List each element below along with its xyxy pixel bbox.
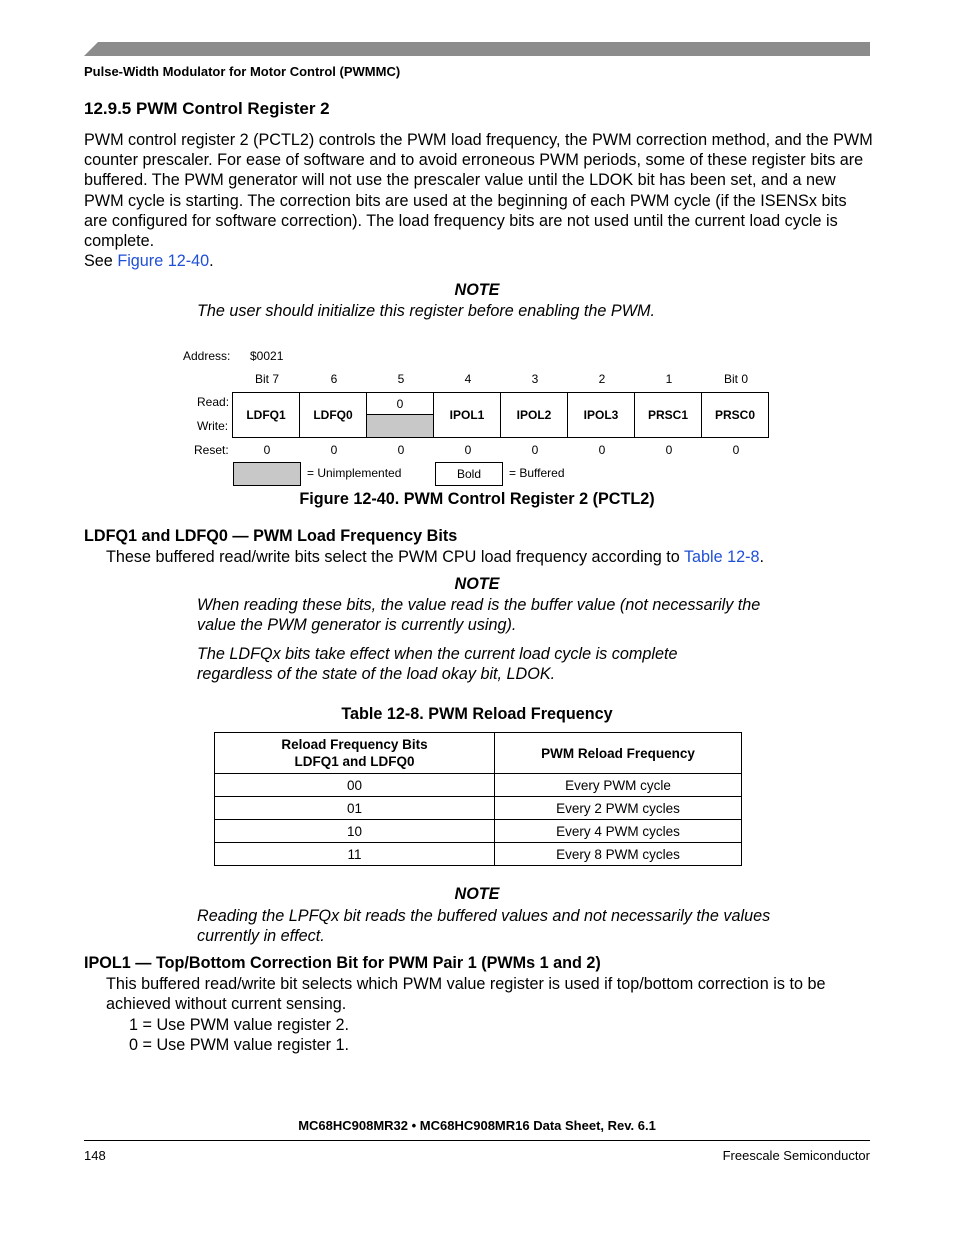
table-cell: Every 8 PWM cycles — [495, 843, 742, 866]
address-value: $0021 — [250, 349, 284, 363]
header-bar — [84, 42, 870, 56]
table-cell: 01 — [215, 797, 495, 820]
legend-unimplemented-swatch — [233, 462, 301, 486]
legend-unimplemented-label: = Unimplemented — [307, 466, 402, 480]
table-caption: Table 12-8. PWM Reload Frequency — [341, 705, 613, 723]
table-row — [215, 774, 742, 797]
register-bit-cell: LDFQ1 — [233, 393, 300, 438]
reset-value: 0 — [330, 443, 338, 457]
note-text: The LDFQx bits take effect when the current load cycle is complete regardless of the state of the load okay bit, LDOK. — [197, 645, 678, 684]
register-bit5-read: 0 — [367, 393, 434, 415]
reset-value: 0 — [397, 443, 405, 457]
table-cell: Every 4 PWM cycles — [495, 820, 742, 843]
intro-paragraph: PWM control register 2 (PCTL2) controls the PWM load frequency, the PWM correction method, and the PWM counter prescaler. For ease of software and to avoid erroneous PWM periods, some of these register bits are buffered. The PWM generator will not use the prescaler value until the LDOK bit has been set, and a new PWM cycle is starting. The correction bits are used at the beginning of each PWM cycle (if the ISENSx bits are configured for software correction). The load frequency bits are not used until the current load cycle is complete. — [84, 131, 873, 251]
table-header: Reload Frequency Bits LDFQ1 and LDFQ0 — [215, 733, 495, 774]
table-row — [215, 820, 742, 843]
table-row — [215, 843, 742, 866]
bit-header: Bit 0 — [723, 372, 748, 386]
bit-header: 3 — [531, 372, 539, 386]
legend-bold-swatch: Bold — [435, 462, 503, 486]
table-row — [215, 797, 742, 820]
reset-value: 0 — [263, 443, 271, 457]
note-heading: NOTE — [454, 281, 500, 299]
figure-link[interactable]: Figure 12-40 — [117, 252, 210, 270]
reset-label: Reset: — [194, 443, 229, 457]
register-bit-cell: PRSC0 — [702, 393, 769, 438]
bit-header: 4 — [464, 372, 472, 386]
register-bit5-write-unimplemented — [367, 415, 434, 438]
reload-frequency-table — [214, 732, 742, 866]
register-bit-cell: IPOL2 — [501, 393, 568, 438]
address-label: Address: — [183, 349, 231, 363]
ldfq-heading: LDFQ1 and LDFQ0 — PWM Load Frequency Bits — [84, 527, 458, 545]
see-figure: See Figure 12-40. — [84, 252, 214, 270]
section-title: 12.9.5 PWM Control Register 2 — [84, 99, 330, 118]
ipol1-text: This buffered read/write bit selects which PWM value register is used if top/bottom correction is to be achieved without current sensing. — [106, 975, 826, 1014]
note-text: Reading the LPFQx bit reads the buffered values and not necessarily the values currently in effect. — [197, 907, 771, 946]
footer-title: MC68HC908MR32 • MC68HC908MR16 Data Sheet, Rev. 6.1 — [298, 1118, 656, 1133]
bit-header: 6 — [330, 372, 338, 386]
reset-value: 0 — [732, 443, 740, 457]
table-cell: 11 — [215, 843, 495, 866]
bit-header: Bit 7 — [254, 372, 279, 386]
footer-company: Freescale Semiconductor — [722, 1148, 870, 1163]
register-bit-cell: IPOL1 — [434, 393, 501, 438]
table-cell: 00 — [215, 774, 495, 797]
register-bit-cell: PRSC1 — [635, 393, 702, 438]
page-number: 148 — [84, 1148, 106, 1163]
figure-caption: Figure 12-40. PWM Control Register 2 (PCTL2) — [299, 490, 655, 508]
reset-value: 0 — [464, 443, 472, 457]
legend-buffered-label: = Buffered — [509, 466, 565, 480]
reset-value: 0 — [598, 443, 606, 457]
bit-header: 5 — [397, 372, 405, 386]
chapter-title: Pulse-Width Modulator for Motor Control (PWMMC) — [84, 64, 401, 79]
write-label: Write: — [197, 419, 229, 433]
ldfq-text: These buffered read/write bits select the PWM CPU load frequency according to Table 12-8. — [106, 548, 765, 566]
table-cell: Every 2 PWM cycles — [495, 797, 742, 820]
reset-value: 0 — [531, 443, 539, 457]
ipol1-option-0: 0 = Use PWM value register 1. — [129, 1036, 349, 1054]
note-text: The user should initialize this register before enabling the PWM. — [197, 302, 655, 320]
table-cell: Every PWM cycle — [495, 774, 742, 797]
ipol1-option-1: 1 = Use PWM value register 2. — [129, 1016, 349, 1034]
note-heading: NOTE — [454, 885, 500, 903]
footer-divider — [84, 1140, 870, 1141]
read-label: Read: — [197, 395, 230, 409]
note-heading: NOTE — [454, 575, 500, 593]
register-bit-cell: LDFQ0 — [300, 393, 367, 438]
table-cell: 10 — [215, 820, 495, 843]
ipol1-heading: IPOL1 — Top/Bottom Correction Bit for PWM Pair 1 (PWMs 1 and 2) — [84, 954, 601, 972]
reset-value: 0 — [665, 443, 673, 457]
register-bit-table — [232, 392, 769, 438]
register-bit-cell: IPOL3 — [568, 393, 635, 438]
note-text: When reading these bits, the value read is the buffer value (not necessarily the value the PWM generator is currently using). — [197, 596, 761, 635]
table-header: PWM Reload Frequency — [495, 733, 742, 774]
bit-header: 2 — [598, 372, 606, 386]
table-link[interactable]: Table 12-8 — [683, 548, 760, 566]
bit-header: 1 — [665, 372, 673, 386]
